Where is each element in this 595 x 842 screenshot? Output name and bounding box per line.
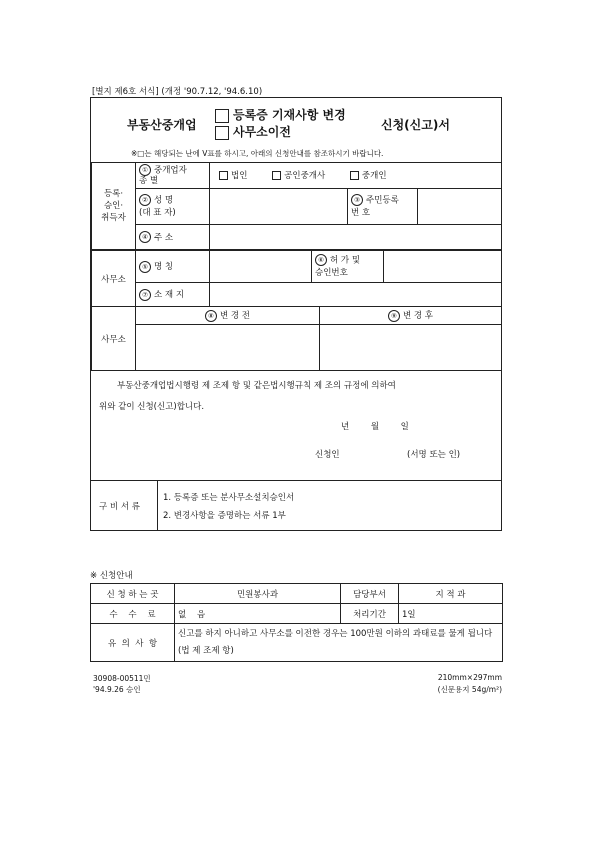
- title-suffix: 신청(신고)서: [381, 118, 450, 132]
- declaration-sign: (서명 또는 인): [407, 450, 461, 460]
- footer-approval: '94.9.26 승인: [93, 685, 141, 694]
- option-licensed-broker[interactable]: 공인중개사: [272, 171, 325, 181]
- documents-label: 구 비 서 류: [99, 502, 140, 512]
- footer-paper: (신문용지 54g/m²): [437, 685, 502, 694]
- footer-code: 30908-00511민: [93, 674, 151, 683]
- field-broker-type-label: ① 중개업자 종 별: [136, 163, 210, 189]
- field-9-number: ⑨: [388, 310, 400, 322]
- office-change-section-label: 사무소: [92, 307, 136, 371]
- field-8-number: ⑧: [205, 310, 217, 322]
- field-5-number: ⑤: [139, 261, 151, 273]
- declaration-applicant: 신청인: [315, 450, 340, 460]
- document-item-2: 2. 변경사항을 증명하는 서류 1부: [163, 511, 286, 521]
- where-value: 민원봉사과: [175, 584, 341, 604]
- dept-label: 담당부서: [341, 584, 399, 604]
- form-number: [별지 제6호 서식] (개정 '90.7.12, '94.6.10): [92, 87, 263, 97]
- checkbox-icon[interactable]: [350, 171, 359, 180]
- caution-value: 신고를 하지 아니하고 사무소를 이전한 경우는 100만원 이하의 과태료를 물게 됩니다(법 제 조제 항): [175, 624, 503, 662]
- field-office-name-input[interactable]: [210, 251, 312, 283]
- declaration-text-1: 부동산중개업법시행령 제 조제 항 및 같은법시행규칙 제 조의 규정에 의하여: [117, 381, 396, 391]
- documents-section: [91, 480, 501, 530]
- field-resident-number-input[interactable]: [418, 188, 502, 224]
- field-address-label: ④ 주 소: [136, 224, 210, 249]
- checkbox-icon[interactable]: [272, 171, 281, 180]
- field-6-number: ⑥: [315, 254, 327, 266]
- field-address-input[interactable]: [210, 224, 502, 249]
- field-permit-number-label: ⑥ 허 가 및 승인번호: [312, 251, 384, 283]
- field-3-number: ③: [351, 194, 363, 206]
- office-section-label: 사무소: [92, 251, 136, 307]
- applicant-section: [91, 162, 501, 250]
- guide-heading: ※ 신청안내: [90, 571, 133, 581]
- caution-label: 유 의 사 항: [91, 624, 175, 662]
- before-change-input[interactable]: [136, 325, 320, 371]
- title-option-2[interactable]: [215, 123, 291, 140]
- title-block: [91, 98, 501, 163]
- field-1-number: ①: [139, 164, 151, 176]
- checkbox-icon[interactable]: [219, 171, 228, 180]
- title-note: ※□는 해당되는 난에 V표를 하시고, 아래의 신청안내를 참조하시기 바랍니다.: [131, 149, 384, 158]
- field-permit-number-input[interactable]: [384, 251, 502, 283]
- declaration-text-2: 위와 같이 신청(신고)합니다.: [99, 402, 205, 412]
- where-label: 신 청 하 는 곳: [91, 584, 175, 604]
- after-change-header: ⑨ 변 경 후: [320, 307, 502, 325]
- after-change-input[interactable]: [320, 325, 502, 371]
- applicant-section-label: 등록· 승인· 취득자: [92, 163, 136, 250]
- checkbox-icon[interactable]: [215, 126, 229, 140]
- title-prefix: 부동산중개업: [127, 118, 197, 132]
- option-corporation[interactable]: 법인: [219, 171, 247, 181]
- office-section: [91, 250, 501, 306]
- checkbox-icon[interactable]: [215, 109, 229, 123]
- title-option-1[interactable]: [215, 106, 346, 123]
- period-value: 1일: [399, 604, 503, 624]
- title-option-2-label: 사무소이전: [233, 125, 291, 139]
- field-resident-number-label: ③ 주민등록 번 호: [348, 188, 418, 224]
- guide-table: [90, 583, 502, 662]
- field-name-label: ② 성 명 (대 표 자): [136, 188, 210, 224]
- field-location-label: ⑦ 소 재 지: [136, 283, 210, 307]
- application-form: [90, 97, 502, 531]
- field-2-number: ②: [139, 194, 151, 206]
- office-change-section: [91, 306, 501, 370]
- fee-value: 없 음: [175, 604, 341, 624]
- fee-label: 수 수 료: [91, 604, 175, 624]
- broker-type-options: [210, 163, 502, 189]
- title-option-1-label: 등록증 기재사항 변경: [233, 108, 346, 122]
- field-office-name-label: ⑤ 명 칭: [136, 251, 210, 283]
- declaration-block: [91, 370, 501, 481]
- declaration-date: 년 월 일: [341, 422, 409, 432]
- dept-value: 지 적 과: [399, 584, 503, 604]
- option-broker[interactable]: 중개인: [350, 171, 387, 181]
- field-name-input[interactable]: [210, 188, 348, 224]
- before-change-header: ⑧ 변 경 전: [136, 307, 320, 325]
- period-label: 처리기간: [341, 604, 399, 624]
- footer-size: 210mm×297mm: [437, 673, 502, 682]
- document-item-1: 1. 등록증 또는 분사무소설치승인서: [163, 493, 295, 503]
- field-4-number: ④: [139, 231, 151, 243]
- field-7-number: ⑦: [139, 289, 151, 301]
- field-location-input[interactable]: [210, 283, 502, 307]
